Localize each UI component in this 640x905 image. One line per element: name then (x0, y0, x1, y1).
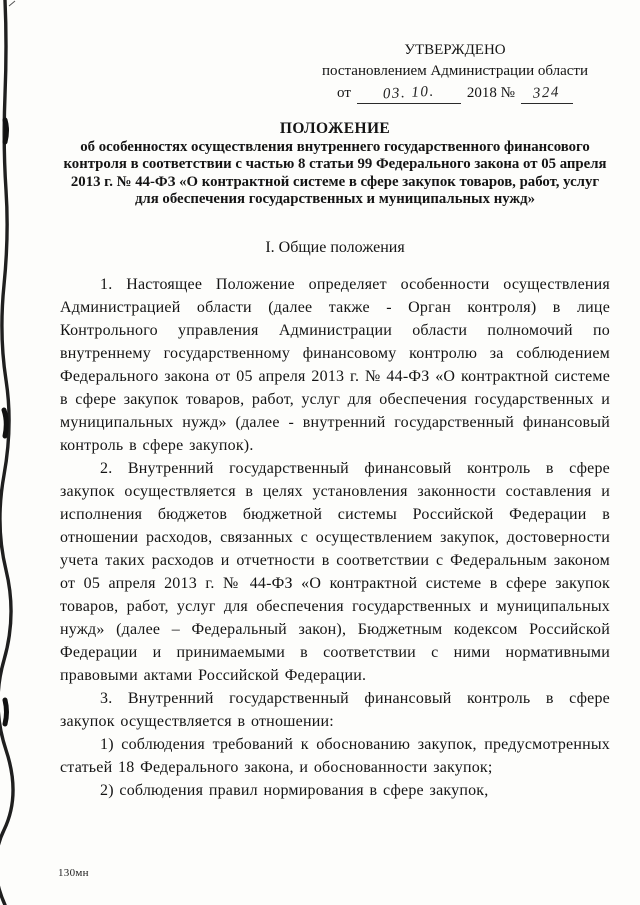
handwritten-date: 03. 10. (382, 83, 436, 103)
title-block (60, 120, 610, 209)
document-content (60, 40, 610, 802)
paragraph-1: 1. Настоящее Положение определяет особенности осуществления Администрацией области (далее также - Орган контроля) в лице Контрольного управления Администрации области полномочий по внутреннему государственному финансовому контролю за соблюдением Федерального закона от 05 апреля 2013 г. № 44-ФЗ «О контрактной системе в сфере закупок товаров, работ, услуг для обеспечения государственных и муниципальных нужд» (далее - внутренний государственный финансовый контроль в сфере закупок). (60, 275, 610, 454)
paragraph-3: 3. Внутренний государственный финансовый контроль в сфере закупок осуществляется в отношении: (60, 689, 610, 730)
document-subtitle: об особенностях осуществления внутреннего государственного финансового контроля в соответствии с частью 8 статьи 99 Федерального закона от 05 апреля 2013 г. № 44-ФЗ «О контрактной системе в сфере закупок товаров, работ, услуг для обеспечения государственных и муниципальных нужд» (63, 139, 607, 208)
approval-from-label: от (337, 85, 351, 101)
handwritten-number: 324 (532, 84, 561, 102)
approval-year-number-label: 2018 № (466, 85, 515, 101)
approval-date-blank (357, 84, 461, 104)
document-title: ПОЛОЖЕНИЕ (279, 120, 391, 137)
scan-edge-artifact (0, 0, 16, 905)
approval-date-number-row (312, 83, 598, 104)
approval-block (312, 40, 598, 104)
approval-approved-label: УТВЕРЖДЕНО (404, 42, 506, 58)
paragraph-2: 2. Внутренний государственный финансовый контроль в сфере закупок осуществляется в целях установления законности составления и исполнения бюджетов бюджетной системы Российской Федерации в отношении расходов, связанных с осуществлением закупок, достоверности учета таких расходов и отчетности в соответствии с Федеральным законом от 05 апреля 2013 г. № 44-ФЗ «О контрактной системе в сфере закупок товаров, работ, услуг для обеспечения государственных и муниципальных нужд» (далее – Федеральный закон), Бюджетным кодексом Российской Федерации и принимаемыми в соответствии с ними нормативными правовыми актами Российской Федерации. (60, 459, 610, 684)
list-item-2: 2) соблюдения правил нормирования в сфере закупок, (100, 781, 489, 799)
document-body (60, 273, 610, 802)
approval-number-blank (521, 84, 573, 104)
footer-code: 130мн (58, 867, 89, 879)
section-heading: I. Общие положения (265, 238, 405, 256)
list-item-1: 1) соблюдения требований к обоснованию закупок, предусмотренных статьей 18 Федерального закона, и обоснованности закупок; (60, 735, 610, 776)
approval-by-line: постановлением Администрации области (321, 63, 589, 79)
